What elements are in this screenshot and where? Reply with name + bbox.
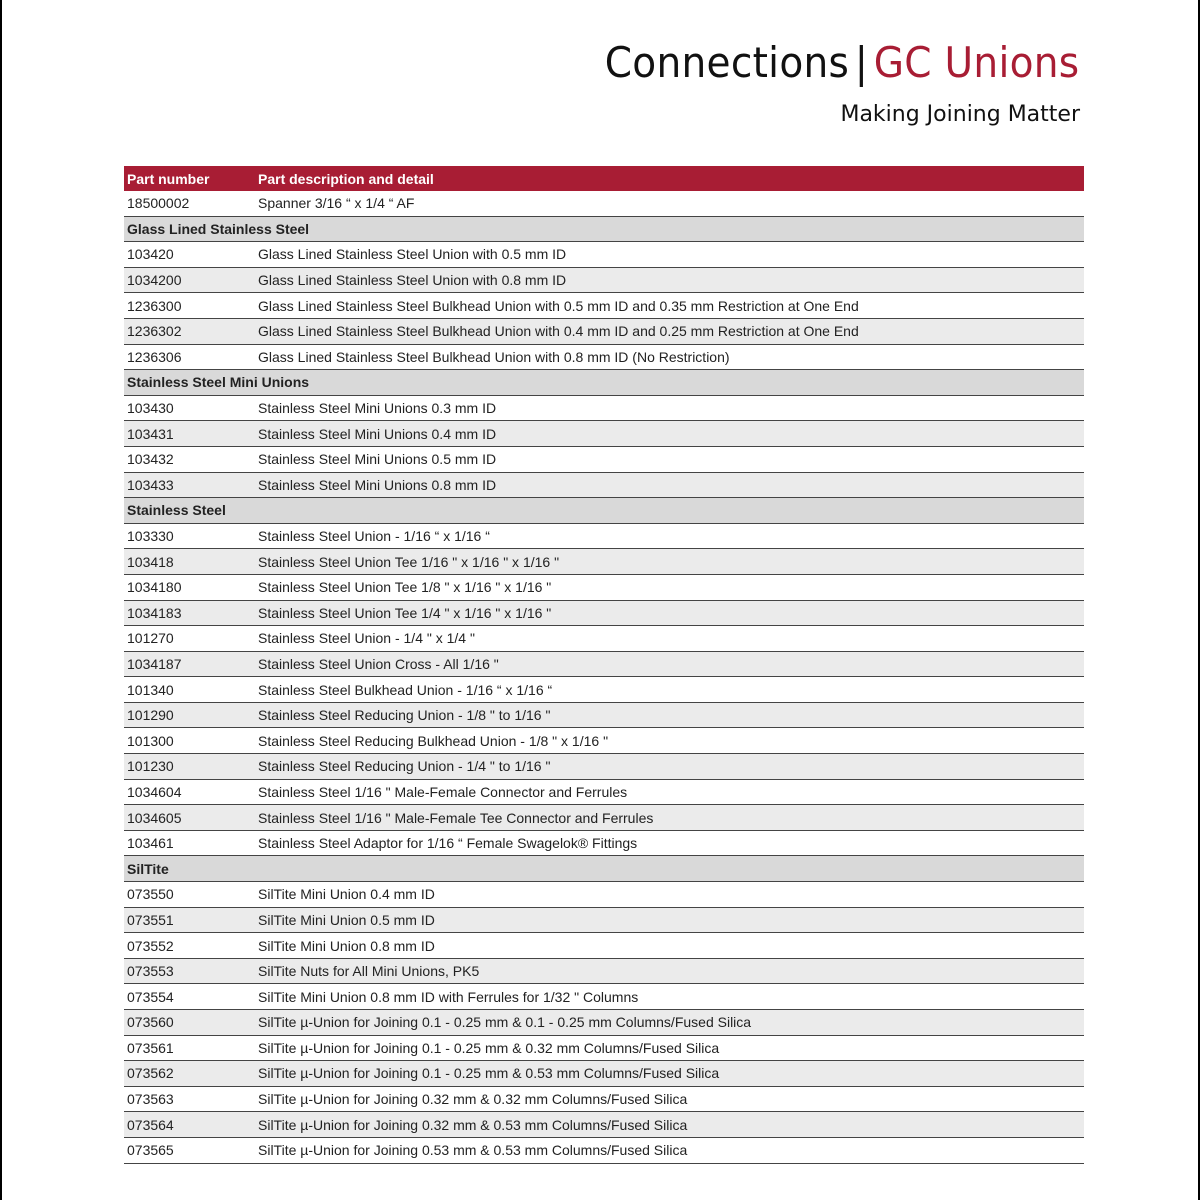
- part-number-cell: 103432: [124, 446, 255, 472]
- part-description-cell: Stainless Steel Union Tee 1/16 " x 1/16 " x 1/16 ": [255, 549, 1084, 575]
- table-row: [124, 1112, 1084, 1138]
- part-description-cell: Stainless Steel Mini Unions 0.8 mm ID: [255, 472, 1084, 498]
- part-description-cell: Stainless Steel Reducing Bulkhead Union - 1/8 " x 1/16 ": [255, 728, 1084, 754]
- part-description-cell: Stainless Steel Bulkhead Union - 1/16 “ x 1/16 “: [255, 677, 1084, 703]
- table-row: [124, 779, 1084, 805]
- part-number-cell: 101230: [124, 754, 255, 780]
- part-description-cell: Spanner 3/16 “ x 1/4 “ AF: [255, 191, 1084, 216]
- section-header-row: [124, 856, 1084, 882]
- part-number-cell: 101300: [124, 728, 255, 754]
- part-number-cell: 103418: [124, 549, 255, 575]
- table-row: [124, 754, 1084, 780]
- part-number-cell: 1034180: [124, 574, 255, 600]
- part-description-cell: SilTite Mini Union 0.5 mm ID: [255, 907, 1084, 933]
- table-row: [124, 651, 1084, 677]
- part-description-cell: Stainless Steel Adaptor for 1/16 “ Female Swagelok® Fittings: [255, 830, 1084, 856]
- section-header-row: [124, 498, 1084, 524]
- part-description-cell: Stainless Steel Reducing Union - 1/8 " to 1/16 ": [255, 702, 1084, 728]
- part-description-cell: Glass Lined Stainless Steel Union with 0.5 mm ID: [255, 242, 1084, 268]
- section-label: Stainless Steel: [124, 498, 1084, 524]
- title-main: Connections: [604, 38, 849, 87]
- table-row: [124, 574, 1084, 600]
- part-description-cell: Stainless Steel Union Tee 1/8 " x 1/16 " x 1/16 ": [255, 574, 1084, 600]
- table-row: [124, 677, 1084, 703]
- table-row: [124, 882, 1084, 908]
- part-number-cell: 18500002: [124, 191, 255, 216]
- table-row: [124, 472, 1084, 498]
- part-number-cell: 103420: [124, 242, 255, 268]
- part-description-cell: SilTite µ-Union for Joining 0.53 mm & 0.53 mm Columns/Fused Silica: [255, 1137, 1084, 1163]
- part-description-cell: Glass Lined Stainless Steel Bulkhead Union with 0.4 mm ID and 0.25 mm Restriction at One End: [255, 318, 1084, 344]
- section-label: Glass Lined Stainless Steel: [124, 216, 1084, 242]
- section-label: Stainless Steel Mini Unions: [124, 370, 1084, 396]
- part-description-cell: Glass Lined Stainless Steel Bulkhead Union with 0.8 mm ID (No Restriction): [255, 344, 1084, 370]
- part-description-cell: Stainless Steel 1/16 " Male-Female Tee Connector and Ferrules: [255, 805, 1084, 831]
- part-number-cell: 073553: [124, 958, 255, 984]
- table-row: [124, 1061, 1084, 1087]
- part-description-cell: Stainless Steel Mini Unions 0.4 mm ID: [255, 421, 1084, 447]
- part-number-cell: 073564: [124, 1112, 255, 1138]
- table-header-row: [124, 166, 1084, 191]
- table-row: [124, 344, 1084, 370]
- column-header-description: Part description and detail: [255, 166, 1084, 191]
- table-row: [124, 984, 1084, 1010]
- part-number-cell: 1236300: [124, 293, 255, 319]
- table-row: [124, 830, 1084, 856]
- table-row: [124, 1086, 1084, 1112]
- part-number-cell: 1034605: [124, 805, 255, 831]
- table-row: [124, 395, 1084, 421]
- part-number-cell: 101340: [124, 677, 255, 703]
- table-row: [124, 728, 1084, 754]
- table-row: [124, 933, 1084, 959]
- part-number-cell: 073554: [124, 984, 255, 1010]
- part-number-cell: 103431: [124, 421, 255, 447]
- title-accent: GC Unions: [873, 38, 1079, 87]
- part-number-cell: 103433: [124, 472, 255, 498]
- part-number-cell: 1034187: [124, 651, 255, 677]
- part-description-cell: Stainless Steel Union Tee 1/4 " x 1/16 " x 1/16 ": [255, 600, 1084, 626]
- table-row: [124, 421, 1084, 447]
- part-description-cell: Stainless Steel Reducing Union - 1/4 " to 1/16 ": [255, 754, 1084, 780]
- section-header-row: [124, 216, 1084, 242]
- table-row: [124, 293, 1084, 319]
- section-label: SilTite: [124, 856, 1084, 882]
- title-separator: |: [854, 38, 868, 87]
- part-number-cell: 073550: [124, 882, 255, 908]
- part-number-cell: 1236306: [124, 344, 255, 370]
- part-number-cell: 1034200: [124, 267, 255, 293]
- part-description-cell: Stainless Steel Union - 1/4 " x 1/4 ": [255, 626, 1084, 652]
- part-description-cell: SilTite Mini Union 0.8 mm ID with Ferrules for 1/32 " Columns: [255, 984, 1084, 1010]
- part-number-cell: 073563: [124, 1086, 255, 1112]
- part-number-cell: 073565: [124, 1137, 255, 1163]
- table-row: [124, 958, 1084, 984]
- table-row: [124, 242, 1084, 268]
- table-row: [124, 267, 1084, 293]
- table-row: [124, 805, 1084, 831]
- part-number-cell: 103430: [124, 395, 255, 421]
- part-number-cell: 1034604: [124, 779, 255, 805]
- part-description-cell: Stainless Steel 1/16 " Male-Female Connector and Ferrules: [255, 779, 1084, 805]
- page-subtitle: Making Joining Matter: [840, 102, 1080, 127]
- part-description-cell: Glass Lined Stainless Steel Bulkhead Union with 0.5 mm ID and 0.35 mm Restriction at One End: [255, 293, 1084, 319]
- table-row: [124, 549, 1084, 575]
- part-description-cell: SilTite Nuts for All Mini Unions, PK5: [255, 958, 1084, 984]
- table-row: [124, 626, 1084, 652]
- table-row: [124, 446, 1084, 472]
- part-description-cell: SilTite Mini Union 0.4 mm ID: [255, 882, 1084, 908]
- part-number-cell: 1034183: [124, 600, 255, 626]
- part-description-cell: SilTite µ-Union for Joining 0.1 - 0.25 mm & 0.53 mm Columns/Fused Silica: [255, 1061, 1084, 1087]
- column-header-part-number: Part number: [124, 166, 255, 191]
- part-description-cell: Stainless Steel Mini Unions 0.5 mm ID: [255, 446, 1084, 472]
- part-description-cell: Glass Lined Stainless Steel Union with 0.8 mm ID: [255, 267, 1084, 293]
- part-number-cell: 073552: [124, 933, 255, 959]
- table-row: [124, 907, 1084, 933]
- part-number-cell: 073560: [124, 1010, 255, 1036]
- part-description-cell: SilTite µ-Union for Joining 0.1 - 0.25 mm & 0.1 - 0.25 mm Columns/Fused Silica: [255, 1010, 1084, 1036]
- part-number-cell: 103461: [124, 830, 255, 856]
- table-row: [124, 600, 1084, 626]
- parts-table-body: [124, 191, 1084, 1163]
- table-row: [124, 1137, 1084, 1163]
- part-description-cell: Stainless Steel Mini Unions 0.3 mm ID: [255, 395, 1084, 421]
- page-title: [604, 36, 1079, 90]
- part-number-cell: 103330: [124, 523, 255, 549]
- table-row: [124, 1010, 1084, 1036]
- part-description-cell: SilTite Mini Union 0.8 mm ID: [255, 933, 1084, 959]
- parts-table: [124, 166, 1084, 1164]
- part-number-cell: 073551: [124, 907, 255, 933]
- part-description-cell: SilTite µ-Union for Joining 0.32 mm & 0.32 mm Columns/Fused Silica: [255, 1086, 1084, 1112]
- table-row: [124, 191, 1084, 216]
- table-row: [124, 702, 1084, 728]
- table-row: [124, 1035, 1084, 1061]
- part-description-cell: Stainless Steel Union Cross - All 1/16 ": [255, 651, 1084, 677]
- part-number-cell: 101270: [124, 626, 255, 652]
- table-row: [124, 318, 1084, 344]
- table-row: [124, 523, 1084, 549]
- part-description-cell: SilTite µ-Union for Joining 0.32 mm & 0.53 mm Columns/Fused Silica: [255, 1112, 1084, 1138]
- part-number-cell: 1236302: [124, 318, 255, 344]
- part-number-cell: 101290: [124, 702, 255, 728]
- part-number-cell: 073562: [124, 1061, 255, 1087]
- part-number-cell: 073561: [124, 1035, 255, 1061]
- part-description-cell: Stainless Steel Union - 1/16 “ x 1/16 “: [255, 523, 1084, 549]
- section-header-row: [124, 370, 1084, 396]
- part-description-cell: SilTite µ-Union for Joining 0.1 - 0.25 mm & 0.32 mm Columns/Fused Silica: [255, 1035, 1084, 1061]
